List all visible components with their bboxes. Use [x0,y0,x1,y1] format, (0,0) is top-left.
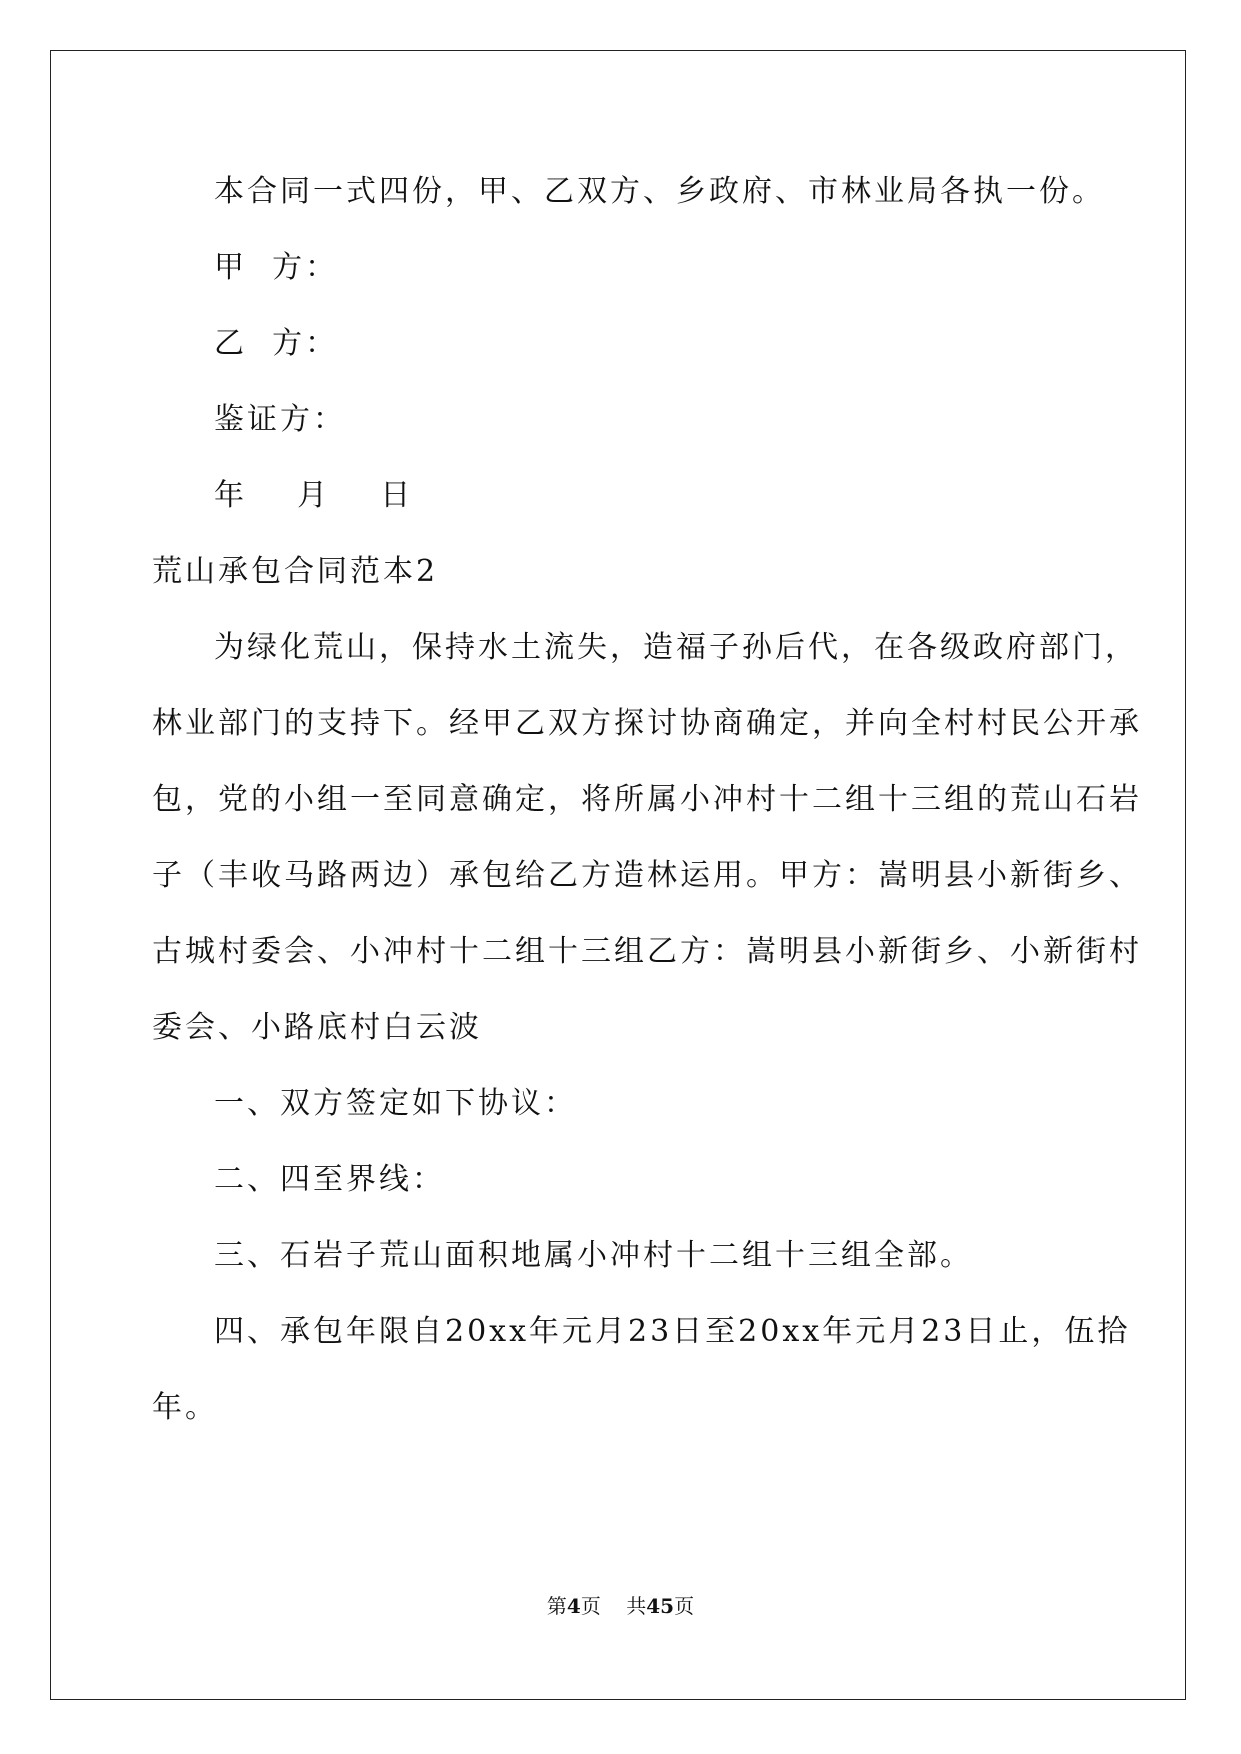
footer-total-prefix: 共 [626,1594,647,1618]
clause-2: 二、四至界线： [214,1162,445,1197]
paragraph-copies: 本合同一式四份，甲、乙双方、乡政府、市林业局各执一份。 [214,174,1105,209]
page-footer [0,1594,1241,1618]
paragraph-intro-line-6: 委会、小路底村白云波 [152,1010,482,1045]
footer-total-suffix: 页 [674,1594,695,1618]
party-a-label: 甲 方： [214,250,339,285]
paragraph-intro-line-3: 包，党的小组一至同意确定，将所属小冲村十二组十三组的荒山石岩 [152,782,1142,817]
witness-label: 鉴证方： [214,402,346,437]
footer-total-pages: 45 [646,1594,675,1618]
footer-page-suffix: 页 [580,1594,601,1618]
footer-prefix: 第 [546,1594,567,1618]
section-title: 荒山承包合同范本2 [152,554,439,589]
paragraph-intro-line-5: 古城村委会、小冲村十二组十三组乙方：嵩明县小新街乡、小新街村 [152,934,1142,969]
clause-4-line-1: 四、承包年限自20xx年元月23日至20xx年元月23日止，伍拾 [214,1314,1131,1349]
date-line: 年 月 日 [214,478,414,513]
clause-1: 一、双方签定如下协议： [214,1086,577,1121]
party-b-label: 乙 方： [214,326,339,361]
clause-4-line-2: 年。 [152,1390,218,1425]
footer-page-number: 4 [566,1594,581,1618]
clause-3: 三、石岩子荒山面积地属小冲村十二组十三组全部。 [214,1238,973,1273]
paragraph-intro-line-1: 为绿化荒山，保持水土流失，造福子孙后代，在各级政府部门， [214,630,1138,665]
paragraph-intro-line-2: 林业部门的支持下。经甲乙双方探讨协商确定，并向全村村民公开承 [152,706,1142,741]
paragraph-intro-line-4: 子（丰收马路两边）承包给乙方造林运用。甲方：嵩明县小新街乡、 [152,858,1142,893]
